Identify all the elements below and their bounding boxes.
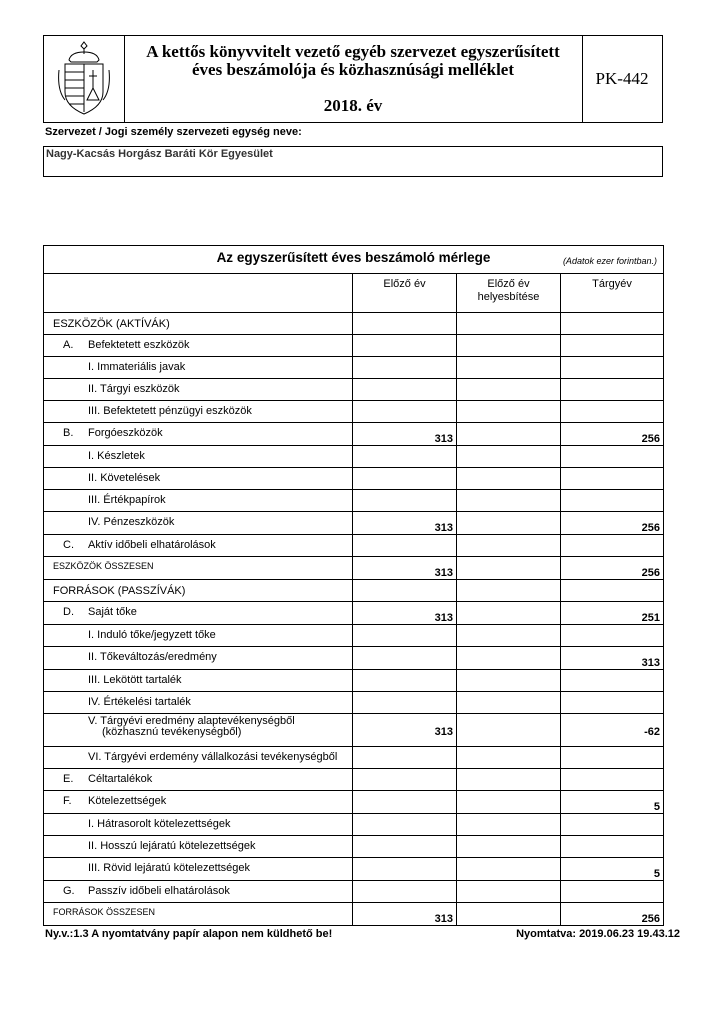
table-row xyxy=(44,881,664,903)
value-correction xyxy=(457,647,561,670)
value-current-year xyxy=(561,625,664,647)
value-prev-year xyxy=(353,647,457,670)
table-row xyxy=(44,814,664,836)
table-row xyxy=(44,647,664,670)
value-prev-year: 313 xyxy=(353,423,457,446)
table-row xyxy=(44,714,664,747)
value-current-year: 5 xyxy=(561,791,664,814)
report-year: 2018. év xyxy=(323,96,383,115)
value-current-year xyxy=(561,313,664,335)
value-correction xyxy=(457,903,561,926)
row-label-cell xyxy=(44,313,353,335)
form-code: PK-442 xyxy=(595,69,649,88)
value-current-year xyxy=(561,769,664,791)
row-label: Aktív időbeli elhatárolások xyxy=(88,539,216,551)
value-prev-year xyxy=(353,401,457,423)
value-correction xyxy=(457,625,561,647)
value-prev-year: 313 xyxy=(353,903,457,926)
row-label: Befektetett eszközök xyxy=(88,339,190,351)
row-label: Saját tőke xyxy=(88,606,137,618)
value-correction xyxy=(457,313,561,335)
form-title xyxy=(124,36,583,122)
value-current-year: 256 xyxy=(561,423,664,446)
value-correction xyxy=(457,512,561,535)
value-current-year xyxy=(561,357,664,379)
value-current-year xyxy=(561,670,664,692)
row-label xyxy=(88,716,295,738)
value-prev-year xyxy=(353,670,457,692)
balance-sheet-table xyxy=(43,245,664,926)
row-label: II. Követelések xyxy=(88,472,161,484)
value-correction xyxy=(457,714,561,747)
row-label-cell xyxy=(44,602,353,625)
row-label-cell xyxy=(44,881,353,903)
table-row xyxy=(44,357,664,379)
table-row xyxy=(44,580,664,602)
value-correction xyxy=(457,769,561,791)
value-current-year xyxy=(561,379,664,401)
value-correction xyxy=(457,357,561,379)
column-header-current: Tárgyév xyxy=(561,274,664,313)
table-row xyxy=(44,512,664,535)
row-label-cell xyxy=(44,357,353,379)
value-prev-year xyxy=(353,836,457,858)
row-label: III. Lekötött tartalék xyxy=(88,674,182,686)
value-correction xyxy=(457,379,561,401)
print-timestamp: Nyomtatva: 2019.06.23 19.43.12 xyxy=(516,928,680,940)
value-correction xyxy=(457,602,561,625)
row-label-cell xyxy=(44,769,353,791)
table-row xyxy=(44,836,664,858)
row-letter: D. xyxy=(63,606,74,618)
table-row xyxy=(44,401,664,423)
table-row xyxy=(44,535,664,557)
value-correction xyxy=(457,535,561,557)
row-label: Kötelezettségek xyxy=(88,795,167,807)
value-prev-year xyxy=(353,580,457,602)
balance-title-cell xyxy=(44,246,664,274)
row-label-cell xyxy=(44,625,353,647)
table-row xyxy=(44,625,664,647)
unit-note: (Adatok ezer forintban.) xyxy=(562,256,657,266)
row-label: III. Befektetett pénzügyi eszközök xyxy=(88,405,252,417)
table-row xyxy=(44,670,664,692)
value-prev-year xyxy=(353,335,457,357)
column-header-prev: Előző év xyxy=(353,274,457,313)
table-row xyxy=(44,313,664,335)
row-label: IV. Pénzeszközök xyxy=(88,516,175,528)
row-label-cell xyxy=(44,557,353,580)
table-row xyxy=(44,490,664,512)
value-current-year: -62 xyxy=(561,714,664,747)
row-letter: B. xyxy=(63,427,74,439)
row-label: I. Készletek xyxy=(88,450,145,462)
table-row xyxy=(44,602,664,625)
table-row xyxy=(44,379,664,401)
value-current-year xyxy=(561,747,664,769)
value-prev-year xyxy=(353,490,457,512)
table-row xyxy=(44,557,664,580)
row-label: III. Rövid lejáratú kötelezettségek xyxy=(88,862,251,874)
value-current-year xyxy=(561,814,664,836)
value-prev-year xyxy=(353,747,457,769)
value-prev-year xyxy=(353,379,457,401)
total-label: FORRÁSOK ÖSSZESEN xyxy=(53,907,156,917)
value-correction xyxy=(457,692,561,714)
value-prev-year xyxy=(353,468,457,490)
value-prev-year: 313 xyxy=(353,557,457,580)
row-label: III. Értékpapírok xyxy=(88,494,166,506)
row-label: Céltartalékok xyxy=(88,773,153,785)
value-current-year xyxy=(561,535,664,557)
value-current-year xyxy=(561,490,664,512)
value-correction xyxy=(457,446,561,468)
table-row xyxy=(44,858,664,881)
row-letter: G. xyxy=(63,885,75,897)
row-label: I. Hátrasorolt kötelezettségek xyxy=(88,818,231,830)
table-row xyxy=(44,903,664,926)
value-current-year: 256 xyxy=(561,903,664,926)
value-prev-year: 313 xyxy=(353,714,457,747)
value-prev-year xyxy=(353,692,457,714)
value-current-year xyxy=(561,401,664,423)
value-correction xyxy=(457,557,561,580)
value-correction xyxy=(457,814,561,836)
row-label-line-1: V. Tárgyévi eredmény alaptevékenységből xyxy=(88,715,295,727)
value-prev-year xyxy=(353,625,457,647)
value-correction xyxy=(457,580,561,602)
title-line-1: A kettős könyvvitelt vezető egyéb szervezet egyszerűsített xyxy=(146,42,560,61)
row-label-cell xyxy=(44,490,353,512)
form-header xyxy=(43,35,663,123)
row-letter: C. xyxy=(63,539,74,551)
value-prev-year xyxy=(353,881,457,903)
row-label-cell xyxy=(44,379,353,401)
value-correction xyxy=(457,836,561,858)
value-prev-year xyxy=(353,791,457,814)
value-current-year xyxy=(561,836,664,858)
value-current-year xyxy=(561,692,664,714)
value-correction xyxy=(457,747,561,769)
value-current-year xyxy=(561,881,664,903)
value-correction xyxy=(457,490,561,512)
row-label: I. Induló tőke/jegyzett tőke xyxy=(88,629,216,641)
footer-note: Ny.v.:1.3 A nyomtatvány papír alapon nem küldhető be! xyxy=(45,928,333,940)
row-label-cell xyxy=(44,580,353,602)
value-prev-year xyxy=(353,357,457,379)
row-label-cell xyxy=(44,335,353,357)
value-correction xyxy=(457,468,561,490)
value-correction xyxy=(457,423,561,446)
value-prev-year: 313 xyxy=(353,602,457,625)
row-label-cell xyxy=(44,647,353,670)
row-label: VI. Tárgyévi erdemény vállalkozási tevékenységből xyxy=(88,751,338,763)
value-correction xyxy=(457,670,561,692)
row-label-cell xyxy=(44,401,353,423)
row-label: IV. Értékelési tartalék xyxy=(88,696,191,708)
row-label-cell xyxy=(44,903,353,926)
row-label-cell xyxy=(44,512,353,535)
value-current-year: 256 xyxy=(561,557,664,580)
value-prev-year xyxy=(353,535,457,557)
value-correction xyxy=(457,401,561,423)
balance-title: Az egyszerűsített éves beszámoló mérlege xyxy=(216,250,491,265)
row-label-cell xyxy=(44,446,353,468)
organization-name-field xyxy=(43,146,663,177)
row-label: II. Hosszú lejáratú kötelezettségek xyxy=(88,840,256,852)
total-label: ESZKÖZÖK ÖSSZESEN xyxy=(53,561,154,571)
table-row xyxy=(44,692,664,714)
value-prev-year: 313 xyxy=(353,512,457,535)
row-label-cell xyxy=(44,858,353,881)
row-label: Passzív időbeli elhatárolások xyxy=(88,885,230,897)
section-heading: FORRÁSOK (PASSZÍVÁK) xyxy=(53,585,186,597)
row-label-cell xyxy=(44,423,353,446)
row-label-cell xyxy=(44,670,353,692)
row-letter: A. xyxy=(63,339,74,351)
value-prev-year xyxy=(353,858,457,881)
value-correction xyxy=(457,791,561,814)
value-correction xyxy=(457,858,561,881)
value-current-year: 5 xyxy=(561,858,664,881)
table-row xyxy=(44,423,664,446)
coat-of-arms-icon xyxy=(57,40,111,118)
value-current-year xyxy=(561,468,664,490)
value-current-year: 256 xyxy=(561,512,664,535)
title-line-2: éves beszámolója és közhasznúsági melléklet xyxy=(191,60,515,79)
row-label-cell xyxy=(44,468,353,490)
table-row xyxy=(44,747,664,769)
value-prev-year xyxy=(353,769,457,791)
crest-cell xyxy=(44,36,125,122)
row-label: Forgóeszközök xyxy=(88,427,163,439)
row-label-cell xyxy=(44,692,353,714)
section-heading: ESZKÖZÖK (AKTÍVÁK) xyxy=(53,318,170,330)
value-current-year: 313 xyxy=(561,647,664,670)
value-prev-year xyxy=(353,446,457,468)
value-current-year xyxy=(561,335,664,357)
table-row xyxy=(44,769,664,791)
column-header-correction: Előző év helyesbítése xyxy=(457,274,561,313)
row-label: II. Tőkeváltozás/eredmény xyxy=(88,651,217,663)
row-label-cell xyxy=(44,836,353,858)
row-label-cell xyxy=(44,747,353,769)
organization-label: Szervezet / Jogi személy szervezeti egység neve: xyxy=(45,126,302,138)
value-prev-year xyxy=(353,814,457,836)
row-label-cell xyxy=(44,714,353,747)
row-label-cell xyxy=(44,791,353,814)
row-label-cell xyxy=(44,814,353,836)
row-label-line-2: (közhasznú tevékenységből) xyxy=(102,726,242,738)
row-label: I. Immateriális javak xyxy=(88,361,186,373)
organization-name: Nagy-Kacsás Horgász Baráti Kör Egyesület xyxy=(46,148,273,160)
value-current-year: 251 xyxy=(561,602,664,625)
value-current-year xyxy=(561,446,664,468)
row-letter: E. xyxy=(63,773,74,785)
value-correction xyxy=(457,881,561,903)
table-row xyxy=(44,446,664,468)
row-label: II. Tárgyi eszközök xyxy=(88,383,180,395)
row-label-cell xyxy=(44,535,353,557)
column-header-label xyxy=(44,274,353,313)
table-row xyxy=(44,468,664,490)
value-current-year xyxy=(561,580,664,602)
value-correction xyxy=(457,335,561,357)
table-row xyxy=(44,335,664,357)
row-letter: F. xyxy=(63,795,72,807)
value-prev-year xyxy=(353,313,457,335)
table-row xyxy=(44,791,664,814)
